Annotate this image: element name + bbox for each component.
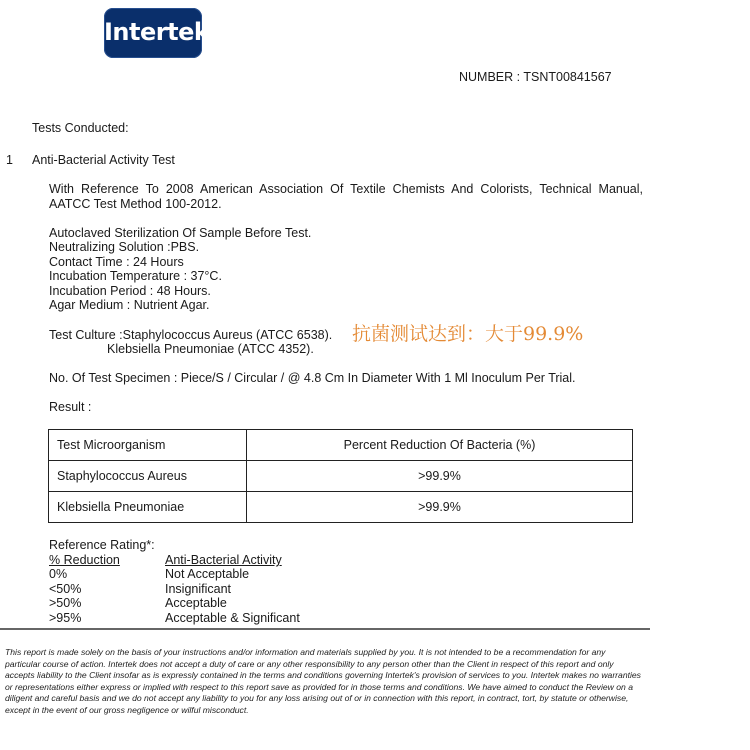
table-row bbox=[49, 492, 633, 523]
result-table bbox=[48, 429, 633, 523]
logo-text: Intertek bbox=[104, 18, 210, 46]
table-cell-reduction: >99.9% bbox=[247, 492, 633, 523]
condition-contact-time: Contact Time : 24 Hours bbox=[49, 255, 184, 269]
report-number: NUMBER : TSNT00841567 bbox=[459, 70, 612, 84]
result-label: Result : bbox=[49, 400, 92, 414]
test-reference: With Reference To 2008 American Association Of Textile Chemists And Colorists, Technical Manual, AATCC Test Method 100-2012. bbox=[49, 182, 643, 211]
table-row bbox=[49, 461, 633, 492]
rating-reduction: >95% bbox=[49, 611, 82, 625]
condition-incubation-period: Incubation Period : 48 Hours. bbox=[49, 284, 211, 298]
test-specimen: No. Of Test Specimen : Piece/S / Circular / @ 4.8 Cm In Diameter With 1 Ml Inoculum Per Trial. bbox=[49, 371, 576, 385]
condition-neutralizing: Neutralizing Solution :PBS. bbox=[49, 240, 200, 254]
condition-agar-medium: Agar Medium : Nutrient Agar. bbox=[49, 298, 210, 312]
rating-activity: Acceptable bbox=[165, 596, 227, 610]
table-header-row bbox=[49, 430, 633, 461]
reference-rating-title: Reference Rating*: bbox=[49, 538, 155, 552]
table-cell-reduction: >99.9% bbox=[247, 461, 633, 492]
rating-header-activity: Anti-Bacterial Activity bbox=[165, 553, 282, 567]
test-index: 1 bbox=[6, 153, 13, 167]
condition-incubation-temp: Incubation Temperature : 37°C. bbox=[49, 269, 222, 283]
disclaimer: This report is made solely on the basis of your instructions and/or information and materials supplied by you. It is not intended to be a recommendation for any particular course of action. Intertek does not accept a duty of care or any other responsibility to any person other than the Client in respect of this report and only accepts liability to the Client insofar as is expressly contained in the terms and conditions governing Intertek's provision of services to you. Intertek makes no warranties or representations either express or implied with respect to this report save as provided for in those terms and conditions. We have aimed to conduct the Review on a diligent and careful basis and we do not accept any liability to you for any loss arising out of or in connection with this report, in contract, tort, by statute or otherwise, except in the event of our gross negligence or wilful misconduct. bbox=[5, 647, 641, 715]
test-title: Anti-Bacterial Activity Test bbox=[32, 153, 175, 167]
divider bbox=[0, 628, 650, 630]
tests-conducted-label: Tests Conducted: bbox=[32, 121, 129, 135]
table-header: Percent Reduction Of Bacteria (%) bbox=[247, 430, 633, 461]
chinese-annotation: 抗菌测试达到：大于99.9% bbox=[352, 323, 584, 345]
rating-reduction: <50% bbox=[49, 582, 82, 596]
condition-sterilization: Autoclaved Sterilization Of Sample Before Test. bbox=[49, 226, 312, 240]
intertek-logo bbox=[104, 8, 210, 58]
table-header: Test Microorganism bbox=[49, 430, 247, 461]
test-culture-line1: Test Culture :Staphylococcus Aureus (ATCC 6538). bbox=[49, 328, 333, 342]
rating-activity: Not Acceptable bbox=[165, 567, 250, 581]
rating-activity: Acceptable & Significant bbox=[165, 611, 300, 625]
table-cell-organism: Staphylococcus Aureus bbox=[49, 461, 247, 492]
rating-reduction: 0% bbox=[49, 567, 68, 581]
rating-reduction: >50% bbox=[49, 596, 82, 610]
rating-activity: Insignificant bbox=[165, 582, 232, 596]
table-cell-organism: Klebsiella Pneumoniae bbox=[49, 492, 247, 523]
test-culture-line2: Klebsiella Pneumoniae (ATCC 4352). bbox=[107, 342, 314, 356]
rating-header-reduction: % Reduction bbox=[49, 553, 120, 567]
